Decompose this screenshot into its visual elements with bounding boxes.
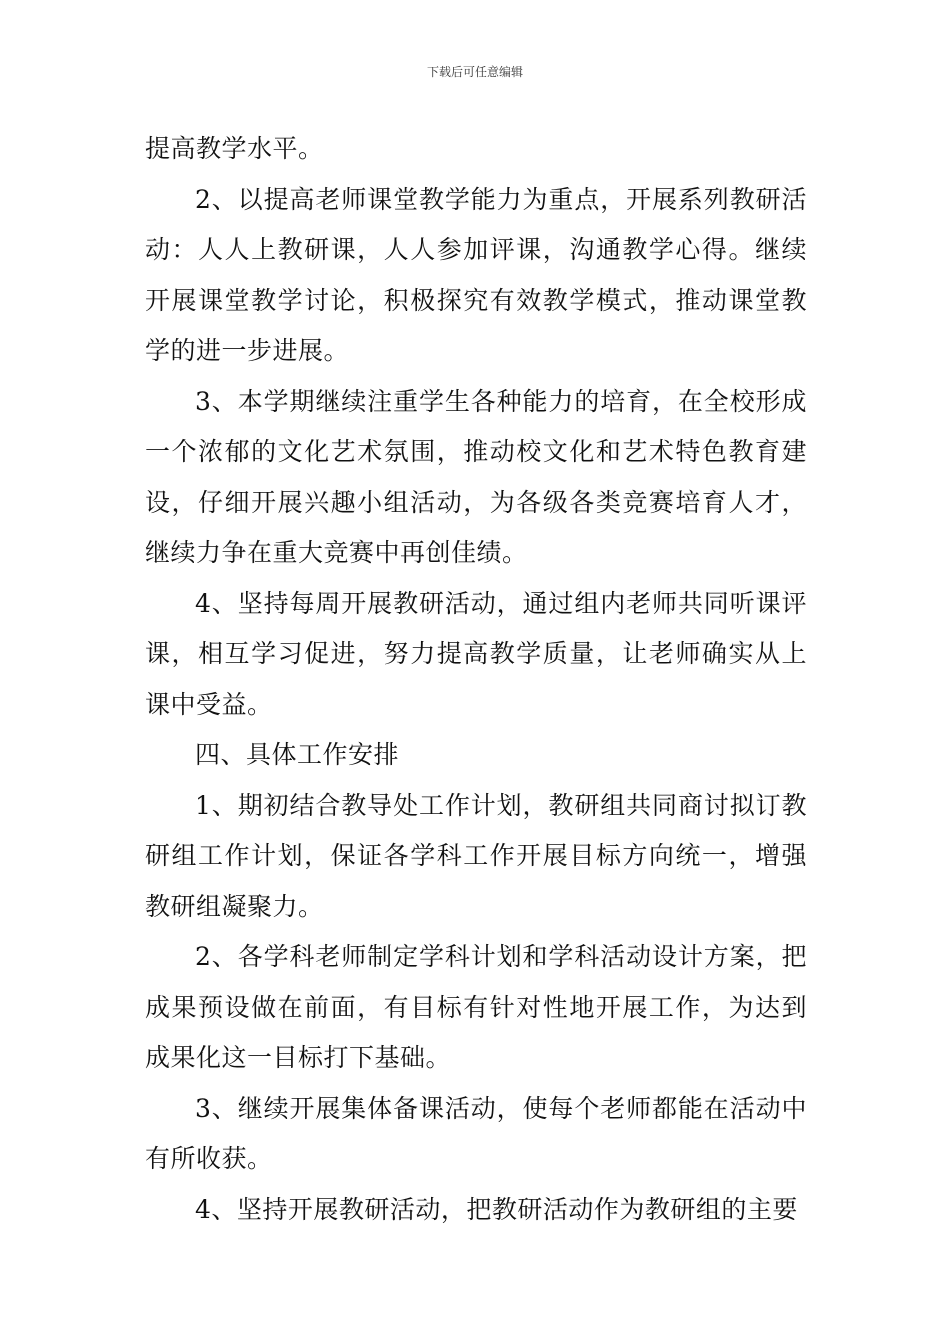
- paragraph-6: 1、期初结合教导处工作计划，教研组共同商讨拟订教研组工作计划，保证各学科工作开展目标方向统一，增强教研组凝聚力。: [145, 790, 807, 921]
- paragraph-1: 提高教学水平。: [145, 134, 324, 163]
- document-body: [145, 124, 807, 1235]
- paragraph-3: 3、本学期继续注重学生各种能力的培育，在全校形成一个浓郁的文化艺术氛围，推动校文化和艺术特色教育建设，仔细开展兴趣小组活动，为各级各类竞赛培育人才，继续力争在重大竞赛中再创佳绩。: [145, 386, 807, 567]
- paragraph-2: 2、以提高老师课堂教学能力为重点，开展系列教研活动：人人上教研课，人人参加评课，沟通教学心得。继续开展课堂教学讨论，积极探究有效教学模式，推动课堂教学的进一步进展。: [145, 184, 807, 365]
- page-header: 下载后可任意编辑: [426, 65, 523, 79]
- paragraph-8: 3、继续开展集体备课活动，使每个老师都能在活动中有所收获。: [145, 1093, 807, 1173]
- section-heading-4: 四、具体工作安排: [195, 740, 400, 769]
- paragraph-4: 4、坚持每周开展教研活动，通过组内老师共同听课评课，相互学习促进，努力提高教学质量，让老师确实从上课中受益。: [145, 588, 807, 719]
- paragraph-9: 4、坚持开展教研活动，把教研活动作为教研组的主要: [195, 1194, 798, 1224]
- paragraph-7: 2、各学科老师制定学科计划和学科活动设计方案，把成果预设做在前面，有目标有针对性地开展工作，为达到成果化这一目标打下基础。: [145, 942, 807, 1072]
